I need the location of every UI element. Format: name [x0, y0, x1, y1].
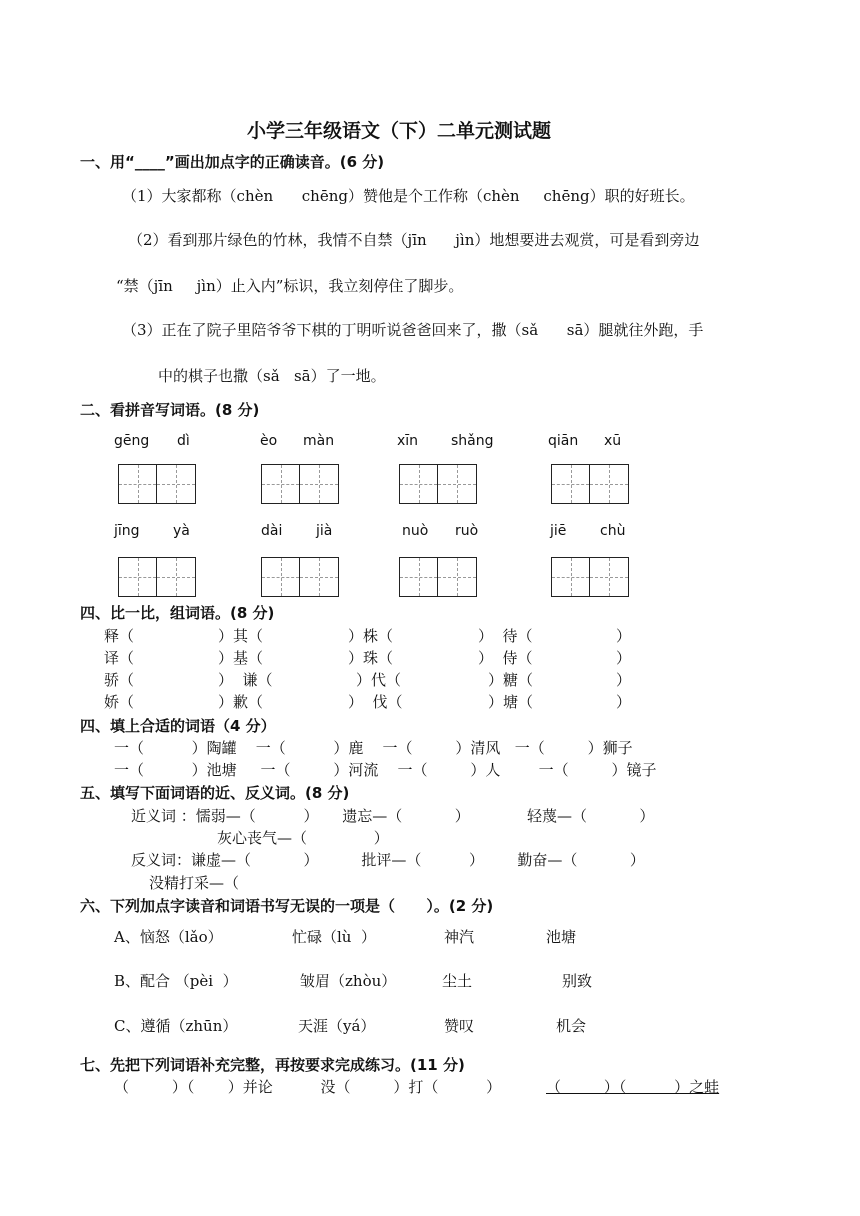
pinyin: dài [261, 523, 283, 539]
pinyin: nuò [402, 523, 429, 539]
writing-grid[interactable] [261, 557, 339, 597]
compare-cell: 释（ [104, 627, 135, 645]
option-text: 天涯（yá） [298, 1017, 376, 1035]
writing-grid[interactable] [399, 557, 477, 597]
compare-cell: ）珠（ [348, 649, 394, 667]
writing-grid[interactable] [551, 557, 629, 597]
option-text: 皱眉（zhòu） [300, 972, 397, 990]
s1-line3: “禁（jīn jìn）止入内”标识，我立刻停住了脚步。 [116, 277, 464, 295]
compare-cell: ） [616, 693, 632, 711]
s7-line1-underlined: （ ）（ ）之蛙 [546, 1078, 720, 1096]
s5-line4: 没精打采—（ [149, 874, 240, 892]
section6-heading: 六、下列加点字读音和词语书写无误的一项是（ ）。(2 分) [80, 897, 494, 915]
s5-line3: 反义词：谦虚—（ ） 批评—（ ） 勤奋—（ ） [131, 851, 645, 869]
s1-line5: 中的棋子也撒（sǎ sā）了一地。 [158, 367, 386, 385]
section7-heading: 七、先把下列词语补充完整，再按要求完成练习。(11 分) [80, 1056, 465, 1074]
pinyin: jiē [550, 523, 567, 539]
compare-cell: ）其（ [218, 627, 264, 645]
pinyin: yà [173, 523, 190, 539]
compare-cell: ） 伐（ [348, 693, 403, 711]
option-text: C、遵循（zhūn） [114, 1017, 238, 1035]
compare-cell: ）基（ [218, 649, 264, 667]
s4-line2: 一（ ）池塘 一（ ）河流 一（ ）人 一（ ）镜子 [114, 761, 657, 779]
pinyin: gēng [114, 433, 150, 449]
pinyin: qiān [548, 433, 579, 449]
writing-grid[interactable] [118, 557, 196, 597]
s7-line1: （ ）（ ）并论 没（ ）打（ ） [114, 1078, 502, 1096]
s5-line2: 灰心丧气—（ ） [217, 829, 389, 847]
pinyin: dì [177, 433, 190, 449]
option-text: B、配合 （pèi ） [114, 972, 238, 990]
pinyin: ruò [455, 523, 479, 539]
s1-line2: （2）看到那片绿色的竹林，我情不自禁（jīn jìn）地想要进去观赏，可是看到旁边 [128, 231, 700, 249]
s5-line1: 近义词 ：懦弱—（ ） 遗忘—（ ） 轻蔑—（ ） [131, 807, 655, 825]
section5-heading: 五、填写下面词语的近、反义词。(8 分) [80, 784, 350, 802]
compare-cell: ）歉（ [218, 693, 264, 711]
compare-cell: ） 谦（ [218, 671, 273, 689]
compare-cell: ） [616, 649, 632, 667]
section4-heading: 四、填上合适的词语（4 分） [80, 717, 276, 735]
s1-line1: （1）大家都称（chèn chēng）赞他是个工作称（chèn chēng）职的好班长。 [122, 187, 695, 205]
option-text: 赞叹 [444, 1017, 475, 1035]
pinyin: xīn [397, 433, 419, 449]
pinyin: màn [303, 433, 335, 449]
page-title: 小学三年级语文（下）二单元测试题 [247, 120, 552, 142]
s4-line1: 一（ ）陶罐 一（ ）鹿 一（ ）清风 一（ ）狮子 [114, 739, 633, 757]
pinyin: èo [260, 433, 278, 449]
compare-cell: ） 待（ [478, 627, 533, 645]
pinyin: chù [600, 523, 626, 539]
option-text: 机会 [556, 1017, 587, 1035]
writing-grid[interactable] [551, 464, 629, 504]
pinyin: jià [316, 523, 333, 539]
compare-cell: ） [616, 671, 632, 689]
compare-cell: ） [616, 627, 632, 645]
s1-line4: （3）正在了院子里陪爷爷下棋的丁明听说爸爸回来了，撒（sǎ sā）腿就往外跑，手 [122, 321, 704, 339]
compare-cell: ）株（ [348, 627, 394, 645]
pinyin: jīng [114, 523, 140, 539]
compare-cell: ） 侍（ [478, 649, 533, 667]
writing-grid[interactable] [118, 464, 196, 504]
option-text: 忙碌（lù ） [292, 928, 376, 946]
pinyin: xū [604, 433, 622, 449]
compare-cell: 译（ [104, 649, 135, 667]
writing-grid[interactable] [399, 464, 477, 504]
option-text: 别致 [562, 972, 593, 990]
option-text: A、恼怒（lǎo） [114, 928, 223, 946]
section1-heading: 一、用“____”画出加点字的正确读音。(6 分) [80, 153, 385, 171]
section2-heading: 二、看拼音写词语。(8 分) [80, 401, 260, 419]
option-text: 尘土 [442, 972, 473, 990]
compare-cell: ）代（ [356, 671, 402, 689]
option-text: 池塘 [546, 928, 577, 946]
writing-grid[interactable] [261, 464, 339, 504]
section3-heading: 四、比一比，组词语。(8 分) [80, 604, 275, 622]
pinyin: shǎng [451, 433, 494, 449]
compare-cell: ）糖（ [488, 671, 534, 689]
option-text: 神汽 [444, 928, 475, 946]
compare-cell: ）塘（ [488, 693, 534, 711]
compare-cell: 骄（ [104, 671, 135, 689]
compare-cell: 娇（ [104, 693, 135, 711]
